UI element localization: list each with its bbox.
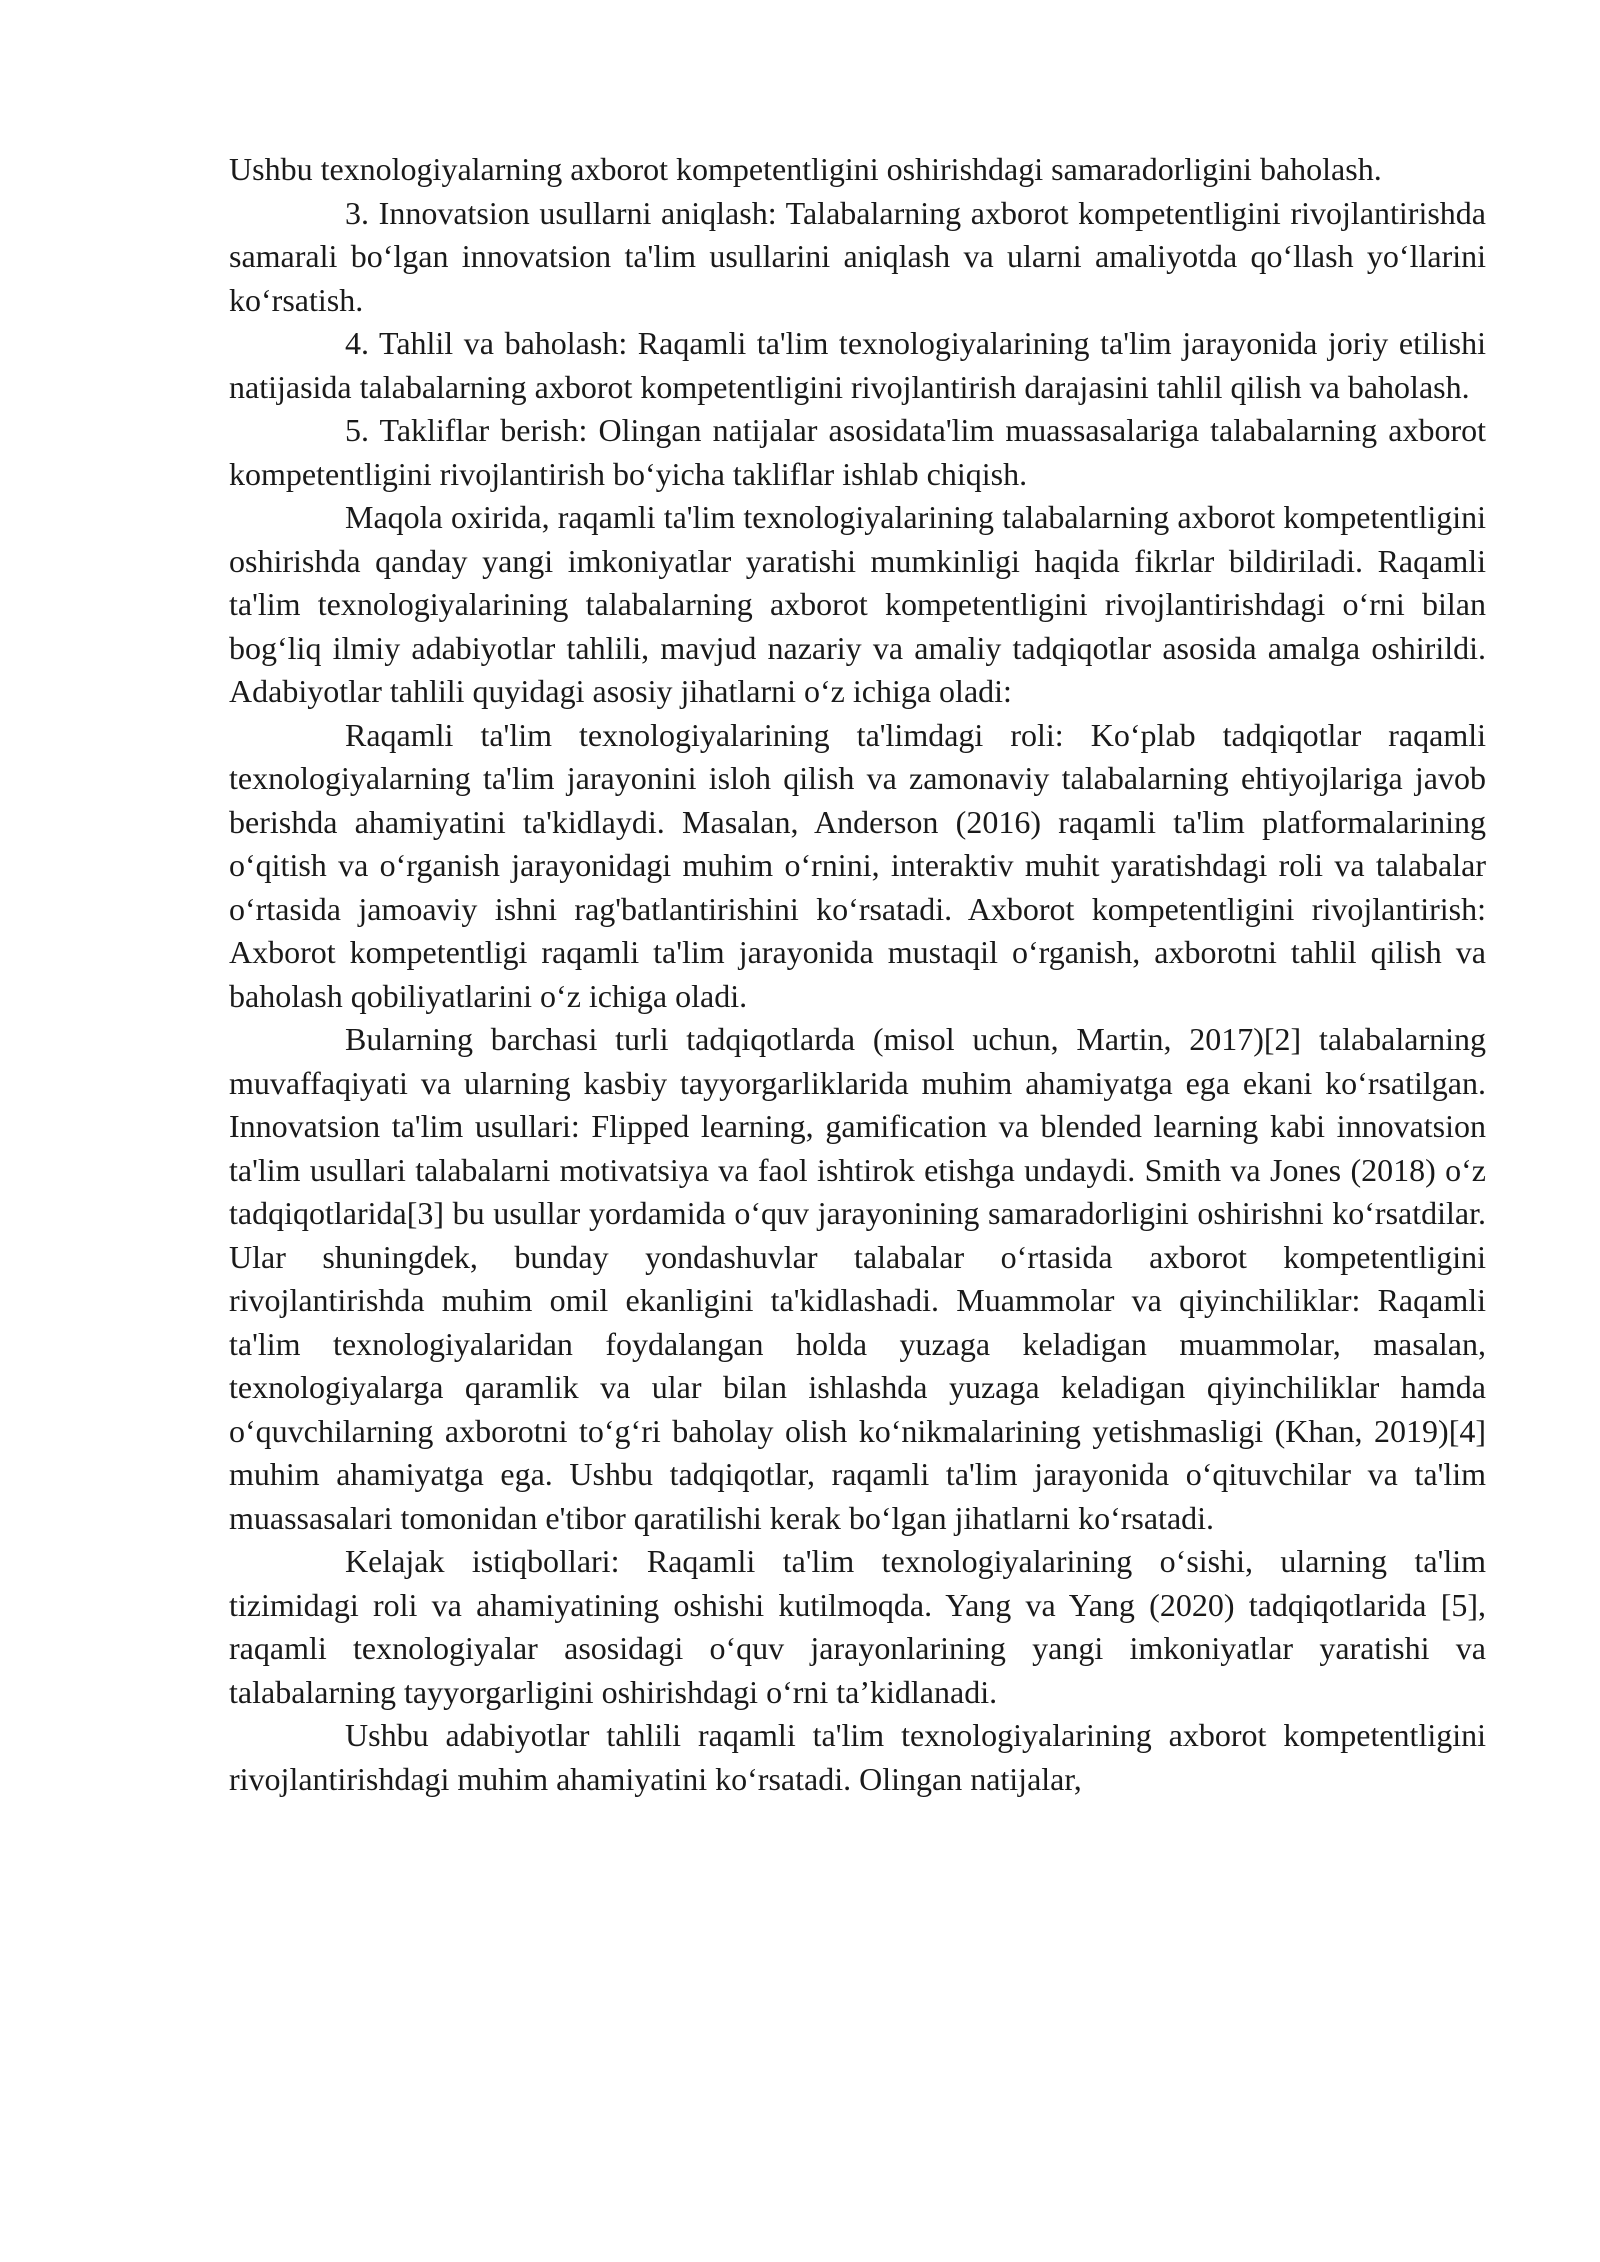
paragraph-item-3: 3. Innovatsion usullarni aniqlash: Talabalarning axborot kompetentligini rivojlantirishda samarali bo‘lgan innovatsion ta'lim usullarini aniqlash va ularni amaliyotda qo‘llash yo‘llarini ko‘rsatish. [229,194,1486,318]
paragraph-studies: Bularning barchasi turli tadqiqotlarda (misol uchun, Martin, 2017)[2] talabalarning muvaffaqiyati va ularning kasbiy tayyorgarliklarida muhim ahamiyatga ega ekani ko‘rsatilgan. Innovatsion ta'lim usullari: Flipped learning, gamification va blended learning kabi innovatsion ta'lim usullari talabalarni motivatsiya va faol ishtirok etishga undaydi. Smith va Jones (2018) o‘z tadqiqotlarida[3] bu usullar yordamida o‘quv jarayonining samaradorligini oshirishni ko‘rsatdilar. Ular shuningdek, bunday yondashuvlar talabalar o‘rtasida axborot kompetentligini rivojlantirishda muhim omil ekanligini ta'kidlashadi. Muammolar va qiyinchiliklar: Raqamli ta'lim texnologiyalaridan foydalangan holda yuzaga keladigan muammolar, masalan, texnologiyalarga qaramlik va ular bilan ishlashda yuzaga keladigan qiyinchiliklar hamda o‘quvchilarning axborotni to‘g‘ri baholay olish ko‘nikmalarining yetishmasligi (Khan, 2019)[4] muhim ahamiyatga ega. Ushbu tadqiqotlar, raqamli ta'lim jarayonida o‘qituvchilar va ta'lim muassasalari tomonidan e'tibor qaratilishi kerak bo‘lgan jihatlarni ko‘rsatadi. [229,1021,1486,1536]
paragraph-item-5: 5. Takliflar berish: Olingan natijalar asosidata'lim muassasalariga talabalarning axborot kompetentligini rivojlantirish bo‘yicha takliflar ishlab chiqish. [229,412,1486,492]
paragraph-conclusion-intro: Maqola oxirida, raqamli ta'lim texnologiyalarining talabalarning axborot kompetentligini oshirishda qanday yangi imkoniyatlar yaratishi mumkinligi haqida fikrlar bildiriladi. Raqamli ta'lim texnologiyalarining talabalarning axborot kompetentligini rivojlantirishdagi o‘rni bilan bog‘liq ilmiy adabiyotlar tahlili, mavjud nazariy va amaliy tadqiqotlar asosida amalga oshirildi. Adabiyotlar tahlili quyidagi asosiy jihatlarni o‘z ichiga oladi: [229,499,1486,709]
paragraph-digital-role: Raqamli ta'lim texnologiyalarining ta'limdagi roli: Ko‘plab tadqiqotlar raqamli texnologiyalarning ta'lim jarayonini isloh qilish va zamonaviy talabalarning ehtiyojlariga javob berishda ahamiyatini ta'kidlaydi. Masalan, Anderson (2016) raqamli ta'lim platformalarining o‘qitish va o‘rganish jarayonidagi muhim o‘rnini, interaktiv muhit yaratishdagi roli va talabalar o‘rtasida jamoaviy ishni rag'batlantirishini ko‘rsatadi. Axborot kompetentligini rivojlantirish: Axborot kompetentligi raqamli ta'lim jarayonida mustaqil o‘rganish, axborotni tahlil qilish va baholash qobiliyatlarini o‘z ichiga oladi. [229,716,1486,1014]
paragraph-future-prospects: Kelajak istiqbollari: Raqamli ta'lim texnologiyalarining o‘sishi, ularning ta'lim tizimidagi roli va ahamiyatining oshishi kutilmoqda. Yang va Yang (2020) tadqiqotlarida [5], raqamli texnologiyalar asosidagi o‘quv jarayonlarining yangi imkoniyatlar yaratishi va talabalarning tayyorgarligini oshirishdagi o‘rni ta’kidlanadi. [229,1543,1486,1710]
paragraph-continuation: Ushbu texnologiyalarning axborot kompetentligini oshirishdagi samaradorligini baholash. [229,151,1382,187]
paragraph-item-4: 4. Tahlil va baholash: Raqamli ta'lim texnologiyalarining ta'lim jarayonida joriy etilishi natijasida talabalarning axborot kompetentligini rivojlantirish darajasini tahlil qilish va baholash. [229,325,1486,405]
document-page [229,148,1486,1801]
paragraph-literature-summary: Ushbu adabiyotlar tahlili raqamli ta'lim texnologiyalarining axborot kompetentligini rivojlantirishdagi muhim ahamiyatini ko‘rsatadi. Olingan natijalar, [229,1717,1486,1797]
